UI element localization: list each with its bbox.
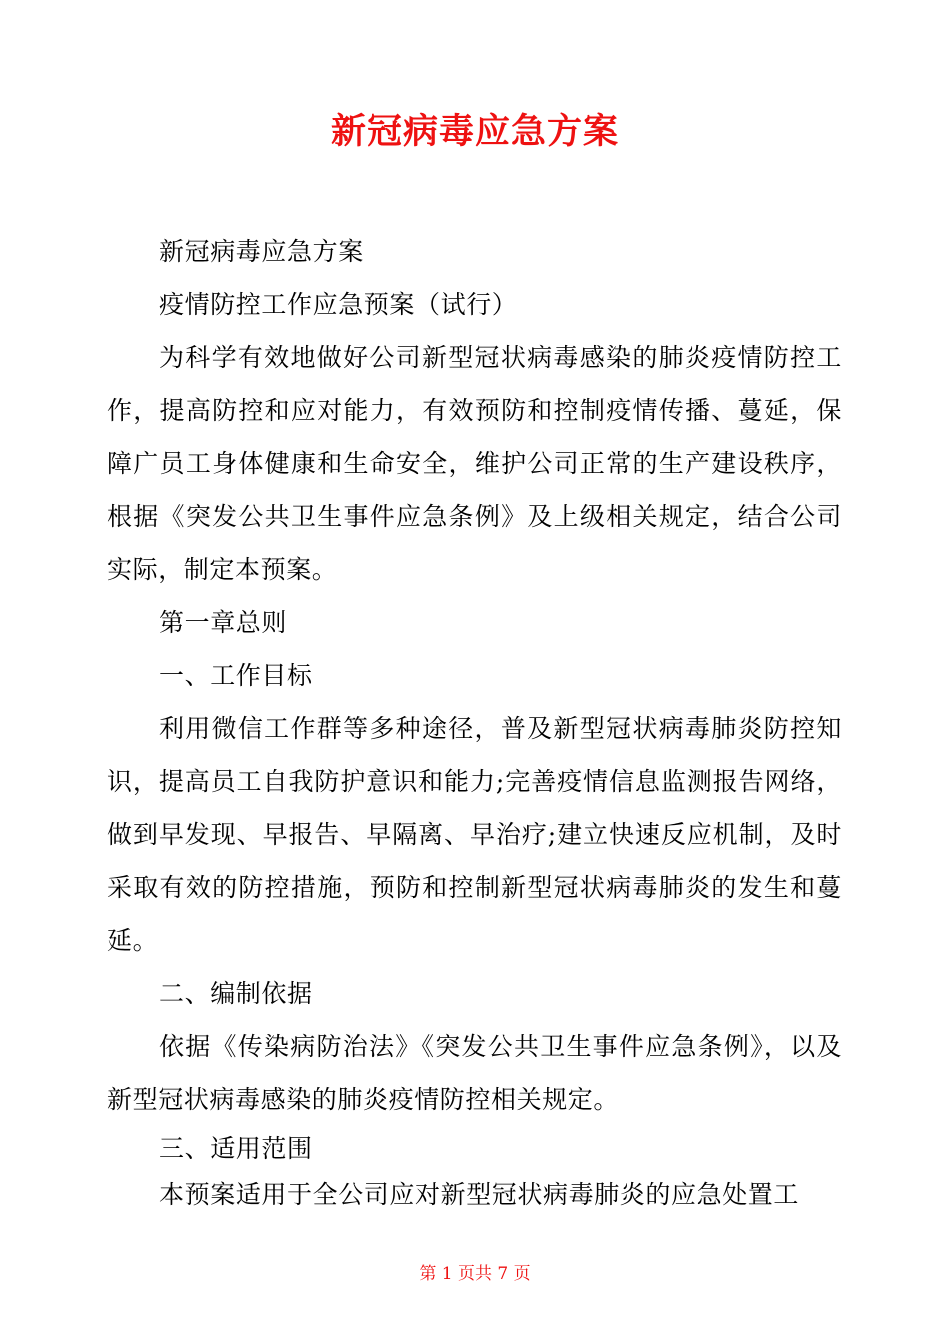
chapter-heading: 第一章总则 (159, 608, 288, 637)
paragraph-basis: 依据《传染病防治法》《突发公共卫生事件应急条例》，以及新型冠状病毒感染的肺炎疫情防控相关规定。 (107, 1032, 842, 1114)
paragraph-heading-repeat: 新冠病毒应急方案 (159, 237, 364, 266)
document-body (107, 225, 842, 1218)
section-heading-goal: 一、工作目标 (159, 661, 313, 690)
section-heading-scope: 三、适用范围 (159, 1134, 313, 1163)
paragraph-subtitle: 疫情防控工作应急预案（试行） (159, 290, 518, 319)
paragraph-intro: 为科学有效地做好公司新型冠状病毒感染的肺炎疫情防控工作，提高防控和应对能力，有效预防和控制疫情传播、蔓延，保障广员工身体健康和生命安全，维护公司正常的生产建设秩序，根据《突发公共卫生事件应急条例》及上级相关规定，结合公司实际，制定本预案。 (107, 343, 842, 584)
section-heading-basis: 二、编制依据 (159, 979, 313, 1008)
document-title: 新冠病毒应急方案 (330, 112, 619, 152)
paragraph-scope: 本预案适用于全公司应对新型冠状病毒肺炎的应急处置工 (159, 1180, 800, 1209)
page-number-footer: 第 1 页共 7 页 (419, 1264, 531, 1284)
paragraph-goal: 利用微信工作群等多种途径，普及新型冠状病毒肺炎防控知识，提高员工自我防护意识和能力;完善疫情信息监测报告网络，做到早发现、早报告、早隔离、早治疗;建立快速反应机制，及时采取有效的防控措施，预防和控制新型冠状病毒肺炎的发生和蔓延。 (107, 714, 842, 955)
